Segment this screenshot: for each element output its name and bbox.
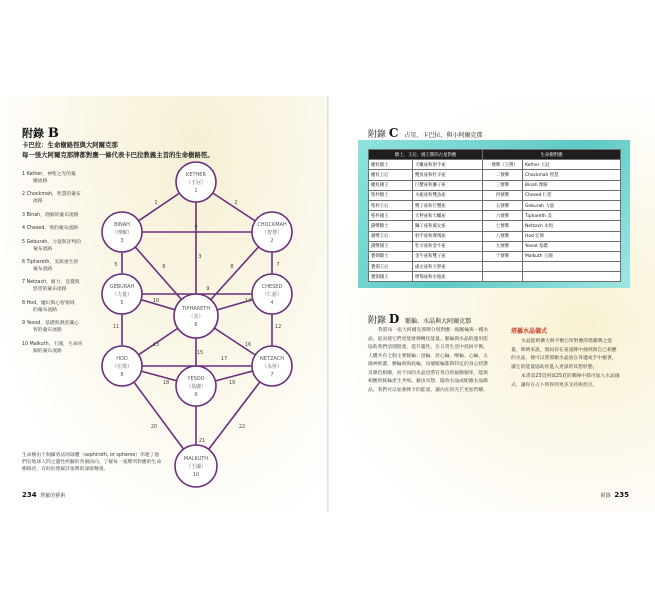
sephirah-malkuth	[175, 445, 217, 487]
path-number: 17	[220, 356, 228, 362]
sidebar-body	[511, 338, 621, 391]
appendix-letter: C	[388, 126, 399, 140]
appendix-d-title	[368, 312, 471, 326]
left-footer	[22, 491, 65, 499]
svg-text:KETHER: KETHER	[186, 172, 206, 178]
svg-text:（美）: （美）	[188, 314, 204, 320]
svg-text:MALKUTH: MALKUTH	[183, 456, 209, 462]
svg-text:（基礎）: （基礎）	[185, 384, 207, 390]
sephirah-tiphareth	[174, 294, 218, 338]
table-row: 寶劍騎士 金牛座和雙子座 十號牌 Malkuth 王國	[369, 251, 621, 261]
table-row: 錢幣騎士 獅子座和處女座 七號牌 Netzach 永恆	[369, 221, 621, 231]
correspondence-table-panel	[358, 140, 630, 288]
path-number: 1	[154, 200, 158, 206]
path-number: 13	[152, 342, 160, 348]
svg-text:（宏偉）: （宏偉）	[111, 364, 133, 370]
path-number: 11	[112, 324, 120, 330]
list-item: 1 Kether，神聖之光的彙 聚流路	[22, 172, 76, 184]
list-item: 7 Netzach，耐力、直覺與 慾望的彙布流路	[22, 280, 80, 293]
svg-text:（王國）: （王國）	[185, 464, 207, 470]
sephirah-yesod	[176, 366, 216, 406]
sephirah-chesed	[252, 274, 292, 314]
sephirah-hod	[102, 346, 142, 386]
sephirah-netzach	[252, 346, 292, 386]
tree-of-life-diagram	[96, 156, 296, 492]
table-row: 聖杯國王 天秤座和天蠍座 六號牌 Tiphareth 美	[369, 211, 621, 221]
table-row: 寶劍國王 摩羯座和水瓶座	[369, 272, 621, 282]
list-item: 5 Geburah，力量與評判的 彙布流路	[22, 239, 81, 252]
appendix-b-title	[22, 125, 59, 141]
svg-text:GEBURAH: GEBURAH	[109, 284, 135, 290]
appendix-letter: B	[47, 126, 59, 141]
svg-text:（智慧）: （智慧）	[261, 230, 283, 236]
svg-text:HOD: HOD	[116, 356, 128, 362]
svg-text:3: 3	[120, 238, 124, 244]
svg-text:1: 1	[194, 188, 198, 194]
svg-text:（理解）: （理解）	[111, 230, 133, 236]
table-row: 權杖國王 巨蟹座和獅子座 三號牌 Binah 理解	[369, 180, 621, 190]
svg-text:（王冠）: （王冠）	[185, 180, 207, 186]
sephirah-kether	[176, 162, 216, 202]
table-row: 聖杯王后 雙子座和巨蟹座 五號牌 Geburah 力量	[369, 200, 621, 210]
path-number: 5	[114, 262, 118, 268]
appendix-d-body: 我將每一張大阿爾克那牌分別對應一個脈輪與一種水晶，從而使它們更能發揮轉化能量。脈輪與水晶的運用能協助我們清理阻塞，提升靈性，在日常生活中找回平衡。人體共有七個主要脈輪：頂輪、眉心輪、喉輪、心輪、太陽神經叢、臍輪與海底輪，每個脈輪都與特定的身心狀態及顏色相關，而不同的水晶也帶有各自的振動頻率，能與相應的脈輪產生共鳴。藉由冥想、擺放水晶或配戴水晶飾品，我們可以加強牌卡的能量，讓內在的光芒更加閃耀。	[368, 328, 489, 393]
svg-text:CHESED: CHESED	[261, 284, 283, 290]
appendix-label: 附錄	[368, 130, 387, 140]
table-row: 寶劍王后 處女座和天秤座	[369, 262, 621, 272]
table-row: 錢幣國王 牡羊座和金牛座 九號牌 Yesod 基礎	[369, 241, 621, 251]
sephiroth-list	[22, 171, 94, 361]
appendix-c-subtitle: 占星、卡巴拉、與小阿爾克那	[404, 132, 483, 139]
svg-text:2: 2	[270, 238, 274, 244]
tree-caption: 生命樹由十個攝勇法則球體（sephiroth, or spheres）串連了他們有地球人問之靈性經驗的各個面向，了解每一張牌所對應的生命樹路徑，有助於理解該張牌的深層精義。	[22, 453, 162, 472]
path-number: 12	[274, 324, 282, 330]
list-item: 6 Tiphareth，美與重生的 彙布流路	[22, 259, 79, 272]
table-header: 騎士、王后、國王牌的占星對應	[369, 150, 483, 160]
table-row: 聖杯騎士 水瓶座和雙魚座 四號牌 Chesed 仁慈	[369, 190, 621, 200]
svg-text:（力量）: （力量）	[111, 292, 133, 298]
running-head: 塔羅的藝術	[40, 493, 66, 499]
path-number: 6	[162, 264, 166, 270]
list-item: 2 Chockmah，智慧的彙布 流路	[22, 192, 81, 205]
list-item: 8 Hod，魔幻與心智領域 的彙布流路	[22, 300, 75, 313]
svg-text:BINAH: BINAH	[114, 222, 130, 228]
table-header-row	[369, 150, 621, 160]
svg-text:（仁慈）: （仁慈）	[261, 292, 283, 298]
appendix-b-intro: 每一張大阿爾克那牌都對應一條代表卡巴拉教義主旨的生命樹路徑。	[22, 151, 214, 159]
list-item: 9 Yesod，基礎與潛意識心 智的彙布流路	[22, 321, 79, 334]
table-row: 錢幣王后 射手座和摩羯座 八號牌 Hod 宏偉	[369, 231, 621, 241]
appendix-b-subtitle: 卡巴拉：生命樹路徑與大阿爾克那	[22, 141, 118, 149]
svg-text:CHOCKMAH: CHOCKMAH	[257, 222, 287, 228]
path-number: 8	[230, 264, 234, 270]
svg-text:4: 4	[270, 300, 274, 306]
page-number: 234	[22, 491, 37, 499]
svg-text:5: 5	[120, 300, 124, 306]
svg-text:（永恆）: （永恆）	[261, 364, 283, 370]
path-number: 2	[234, 200, 238, 206]
correspondence-table	[368, 149, 621, 282]
svg-text:9: 9	[194, 392, 198, 398]
appendix-c-title	[368, 126, 482, 140]
sidebar-paragraph: 水晶能夠擴大與平衡它所對應的塔羅牌之能量，舉例來說，假如你在某張牌中抽到與自己相應的水晶，便可以將那顆水晶放在身邊或手中握著，讓它的能量協助你進入更深的冥想狀態。	[511, 339, 617, 370]
path-number: 21	[198, 438, 206, 444]
running-head: 附錄	[600, 493, 611, 499]
path-number: 9	[206, 286, 210, 292]
path-number: 20	[150, 424, 158, 430]
sephirah-binah	[102, 212, 142, 252]
right-footer	[601, 491, 629, 499]
table-header: 生命樹對應	[483, 150, 621, 160]
path-number: 22	[238, 424, 246, 430]
table-row: 權杖王后 雙魚座和牡羊座 二號牌 Chockmah 智慧	[369, 170, 621, 180]
list-item: 10 Malkuth，王國，生命回 歸的彙布流路	[22, 341, 83, 354]
path-number: 7	[276, 262, 280, 268]
sidebar-paragraph: 本書第23頁到第25頁的牌陣中都可加入水晶儀式，讓你在占卜時得到更多支持與指引。	[511, 374, 620, 388]
appendix-label: 附錄	[368, 316, 387, 326]
path-number: 19	[228, 380, 236, 386]
sephirah-chockmah	[252, 212, 292, 252]
svg-text:7: 7	[270, 372, 274, 378]
path-number: 10	[152, 298, 160, 304]
svg-text:YESOD: YESOD	[187, 376, 205, 382]
path-number: 3	[198, 254, 202, 260]
list-item: 4 Chesed，愛的彙布流路	[22, 226, 78, 232]
svg-text:10: 10	[192, 472, 200, 478]
list-item: 3 Binah，理解的彙布流路	[22, 212, 79, 218]
svg-text:8: 8	[120, 372, 124, 378]
sidebar-title: 塔羅水晶儀式	[511, 328, 548, 335]
appendix-label: 附錄	[22, 127, 44, 140]
table-row: 權杖騎士 天蠍座和射手座 一號牌（王牌） Kether 王冠	[369, 160, 621, 170]
sephirah-geburah	[102, 274, 142, 314]
path-number: 14	[244, 298, 252, 304]
appendix-d-subtitle: 脈輪、水晶與大阿爾克那	[405, 318, 472, 325]
path-number: 15	[196, 350, 204, 356]
page-number: 235	[614, 491, 629, 499]
path-number: 4	[194, 224, 198, 230]
path-number: 16	[244, 342, 252, 348]
path-number: 18	[162, 380, 170, 386]
svg-text:NETZACH: NETZACH	[260, 356, 284, 362]
svg-text:TIPHARETH: TIPHARETH	[181, 306, 211, 312]
svg-text:6: 6	[194, 322, 198, 328]
appendix-letter: D	[388, 312, 400, 326]
